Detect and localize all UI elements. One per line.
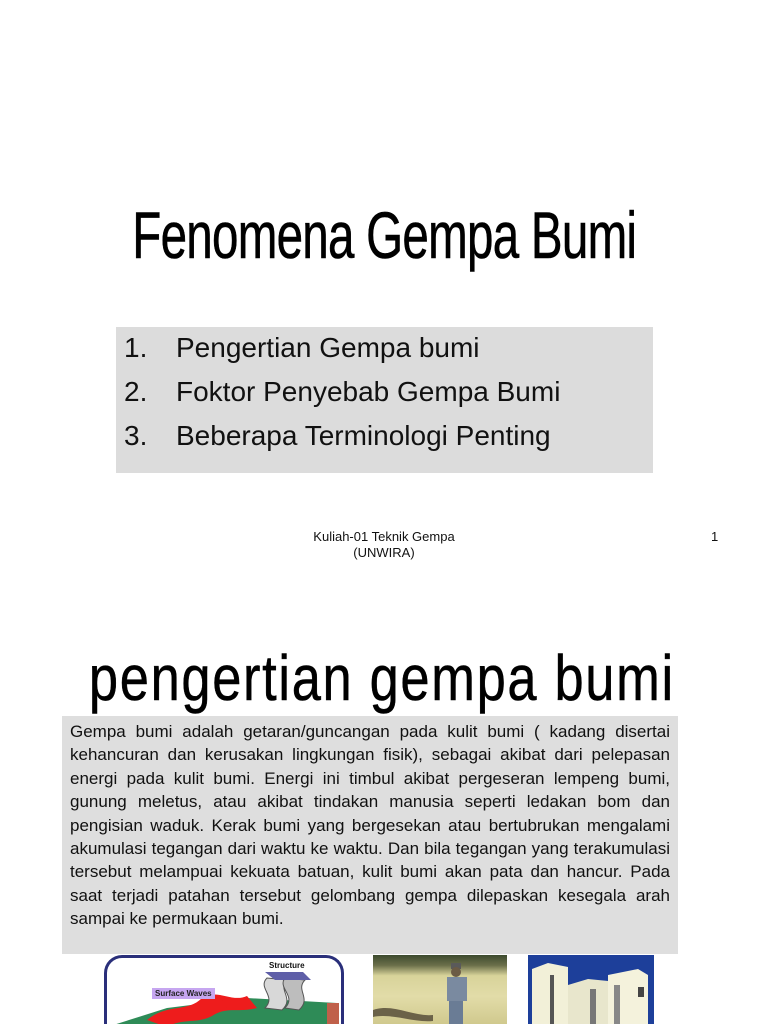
slide-2 — [0, 600, 768, 1024]
surface-waves-diagram — [104, 955, 344, 1024]
agenda-number: 2. — [124, 376, 148, 407]
slide-title: pengertian gempa bumi — [88, 642, 675, 714]
diagram-illustration-icon — [107, 958, 344, 1024]
agenda-item — [124, 419, 551, 453]
agenda-item — [124, 375, 560, 409]
definition-box — [62, 716, 678, 954]
agenda-label: Foktor Penyebab Gempa Bumi — [176, 376, 561, 407]
footer-course: Kuliah-01 Teknik Gempa — [313, 529, 455, 544]
definition-text: Gempa bumi adalah getaran/guncangan pada kulit bumi ( kadang disertai kehancuran dan kerusakan lingkungan fisik), sebagai akibat dari pelepasan energi pada kulit bumi. Energi ini timbul akibat pergeseran lempeng bumi, gunung meletus, atau akibat tindakan manusia seperti ledakan bom dan pengisian waduk. Kerak bumi yang bergesekan atau bertubrukan mengalami akumulasi tegangan dari waktu ke waktu. Dan bila tegangan yang terakumulasi tersebut melampuai kekuata batuan, kulit bumi akan pata dan hancur. Pada saat terjadi patahan tersebut gelombang gempa dilepaskan kesegala arah sampai ke permukaan bumi. — [70, 722, 670, 929]
building-icon — [528, 955, 654, 1024]
agenda-label: Beberapa Terminologi Penting — [176, 420, 551, 451]
slide-footer — [284, 529, 484, 561]
footer-institution: (UNWIRA) — [353, 545, 415, 560]
diagram-label-structure: Structure — [269, 961, 305, 970]
agenda-number: 3. — [124, 420, 148, 451]
agenda-item — [124, 331, 480, 365]
agenda-box — [116, 327, 653, 473]
page-number: 1 — [711, 529, 719, 544]
diagram-label-surface-waves: Surface Waves — [152, 988, 215, 999]
field-crack-photo — [373, 955, 507, 1024]
agenda-number: 1. — [124, 332, 148, 363]
agenda-label: Pengertian Gempa bumi — [176, 332, 480, 363]
slide-title: Fenomena Gempa Bumi — [132, 198, 637, 272]
person-standing-icon — [373, 955, 507, 1024]
building-photo — [528, 955, 654, 1024]
